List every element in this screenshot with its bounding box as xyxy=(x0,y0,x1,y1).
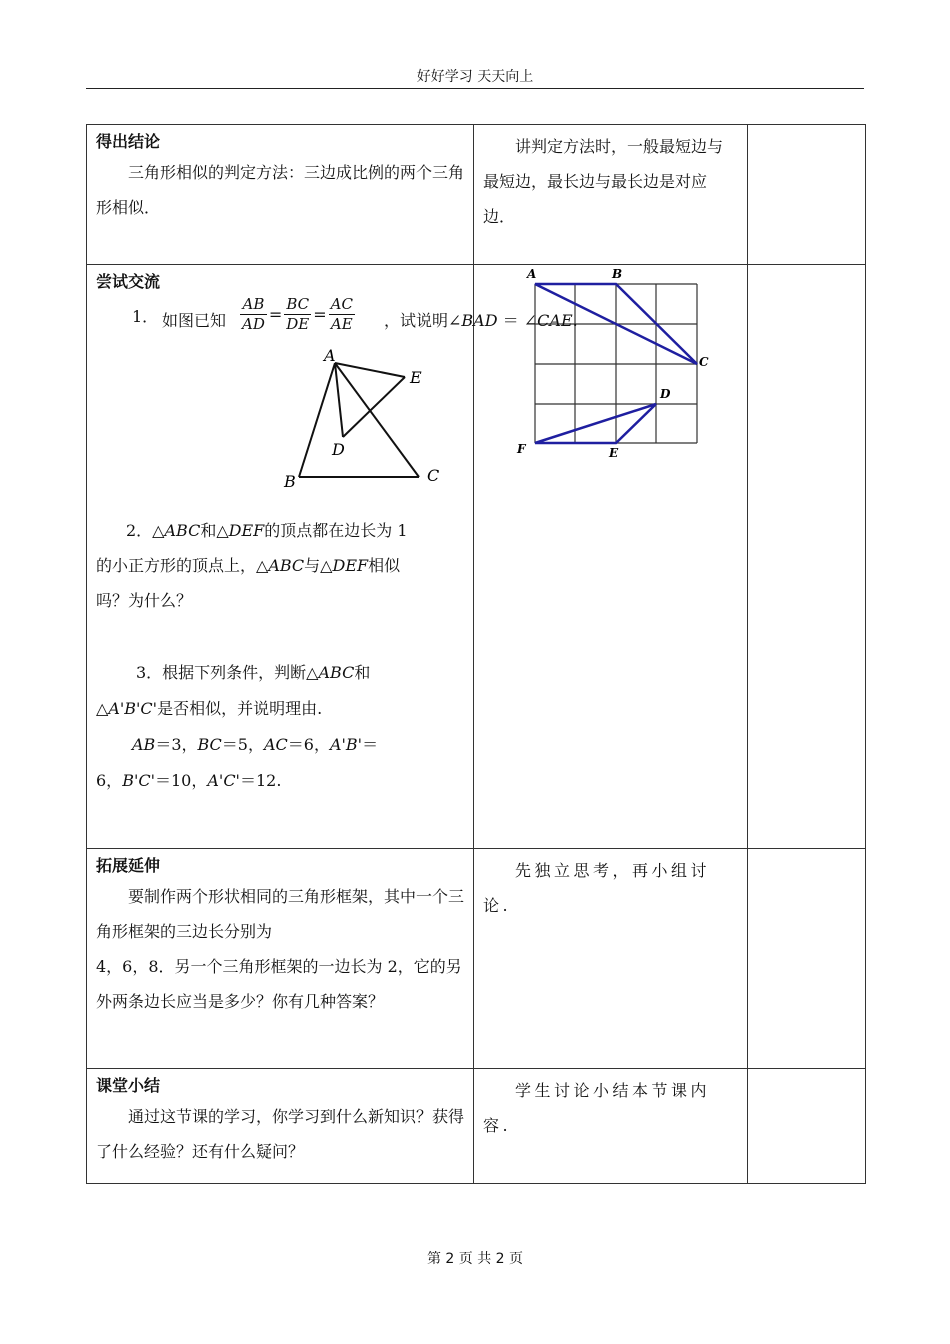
conclusion-text: 三角形相似的判定方法：三边成比例的两个三角形相似． xyxy=(96,163,465,217)
summary-note xyxy=(474,1069,748,1184)
fraction-bc-de: $\frac{BC}{DE}$ xyxy=(286,295,310,333)
row-extension xyxy=(87,849,866,1069)
label-d: D xyxy=(660,387,671,401)
label-c: C xyxy=(699,355,709,369)
note-text: 讲判定方法时，一般最短边与最短边，最长边与最长边是对应边． xyxy=(483,137,724,226)
question-1: 1． 如图已知 $\frac{AB}{AD}$ = $\frac{BC}{DE}$ = $\frac{AC}{AE}$ ，试说明∠BAD ＝ ∠CAE. xyxy=(96,295,464,345)
extension-note xyxy=(474,849,748,1069)
remark-cell xyxy=(748,265,866,849)
label-e: E xyxy=(410,368,422,387)
section-title: 课堂小结 xyxy=(96,1076,161,1095)
summary-text: 通过这节课的学习，你学习到什么新知识？获得了什么经验？还有什么疑问？ xyxy=(96,1107,465,1161)
figure-triangles-abc-ade xyxy=(272,345,452,495)
lesson-table xyxy=(86,124,866,1184)
fraction-ab-ad: $\frac{AB}{AD}$ xyxy=(242,295,265,333)
section-title: 拓展延伸 xyxy=(96,856,161,875)
remark-cell xyxy=(748,1069,866,1184)
label-d: D xyxy=(332,440,345,459)
section-title: 尝试交流 xyxy=(96,272,161,291)
q1-claim: ，试说明∠BAD ＝ ∠CAE. xyxy=(384,311,578,330)
q1-number: 1． xyxy=(132,307,159,326)
extension-text: 要制作两个形状相同的三角形框架，其中一个三角形框架的三边长分别为 xyxy=(96,887,465,941)
remark-cell xyxy=(748,849,866,1069)
label-b: B xyxy=(284,472,296,491)
try-note xyxy=(474,265,748,849)
conclusion-note xyxy=(474,125,748,265)
note-text: 学生讨论小结本节课内容. xyxy=(483,1081,711,1135)
try-content xyxy=(87,265,578,849)
label-f: F xyxy=(517,442,526,456)
label-a: A xyxy=(324,346,336,365)
page-header: 好好学习 天天向上 xyxy=(416,69,534,85)
header-rule xyxy=(86,88,864,89)
label-c: C xyxy=(427,466,440,485)
figure-grid-triangles xyxy=(514,265,714,461)
note-text: 先独立思考，再小组讨论. xyxy=(483,861,711,915)
remark-cell xyxy=(748,125,866,265)
page-footer: 第 2 页 共 2 页 xyxy=(426,1251,524,1267)
summary-content xyxy=(87,1069,474,1184)
question-3: 3．根据下列条件，判断△ABC和 △A'B'C'是否相似，并说明理由. AB＝3，BC＝5，AC＝6，A'B'＝ 6，B'C'＝10，A'C'＝12. xyxy=(96,663,379,790)
label-b: B xyxy=(612,267,623,281)
row-summary xyxy=(87,1069,866,1184)
conclusion-content xyxy=(87,125,474,265)
label-e: E xyxy=(609,446,619,460)
fraction-ac-ae: $\frac{AC}{AE}$ xyxy=(330,295,353,333)
row-conclusion xyxy=(87,125,866,265)
question-2: 2．△ABC和△DEF的顶点都在边长为 1 的小正方形的顶点上，△ABC与△DEF相似 吗？为什么？ xyxy=(96,521,408,610)
extension-content xyxy=(87,849,474,1069)
extension-text-2: 4，6，8．另一个三角形框架的一边长为 2，它的另外两条边长应当是多少？你有几种答案？ xyxy=(96,957,462,1011)
row-try xyxy=(87,265,866,849)
q1-text: 如图已知 xyxy=(162,311,227,330)
label-a: A xyxy=(527,267,537,281)
section-title: 得出结论 xyxy=(96,132,161,151)
